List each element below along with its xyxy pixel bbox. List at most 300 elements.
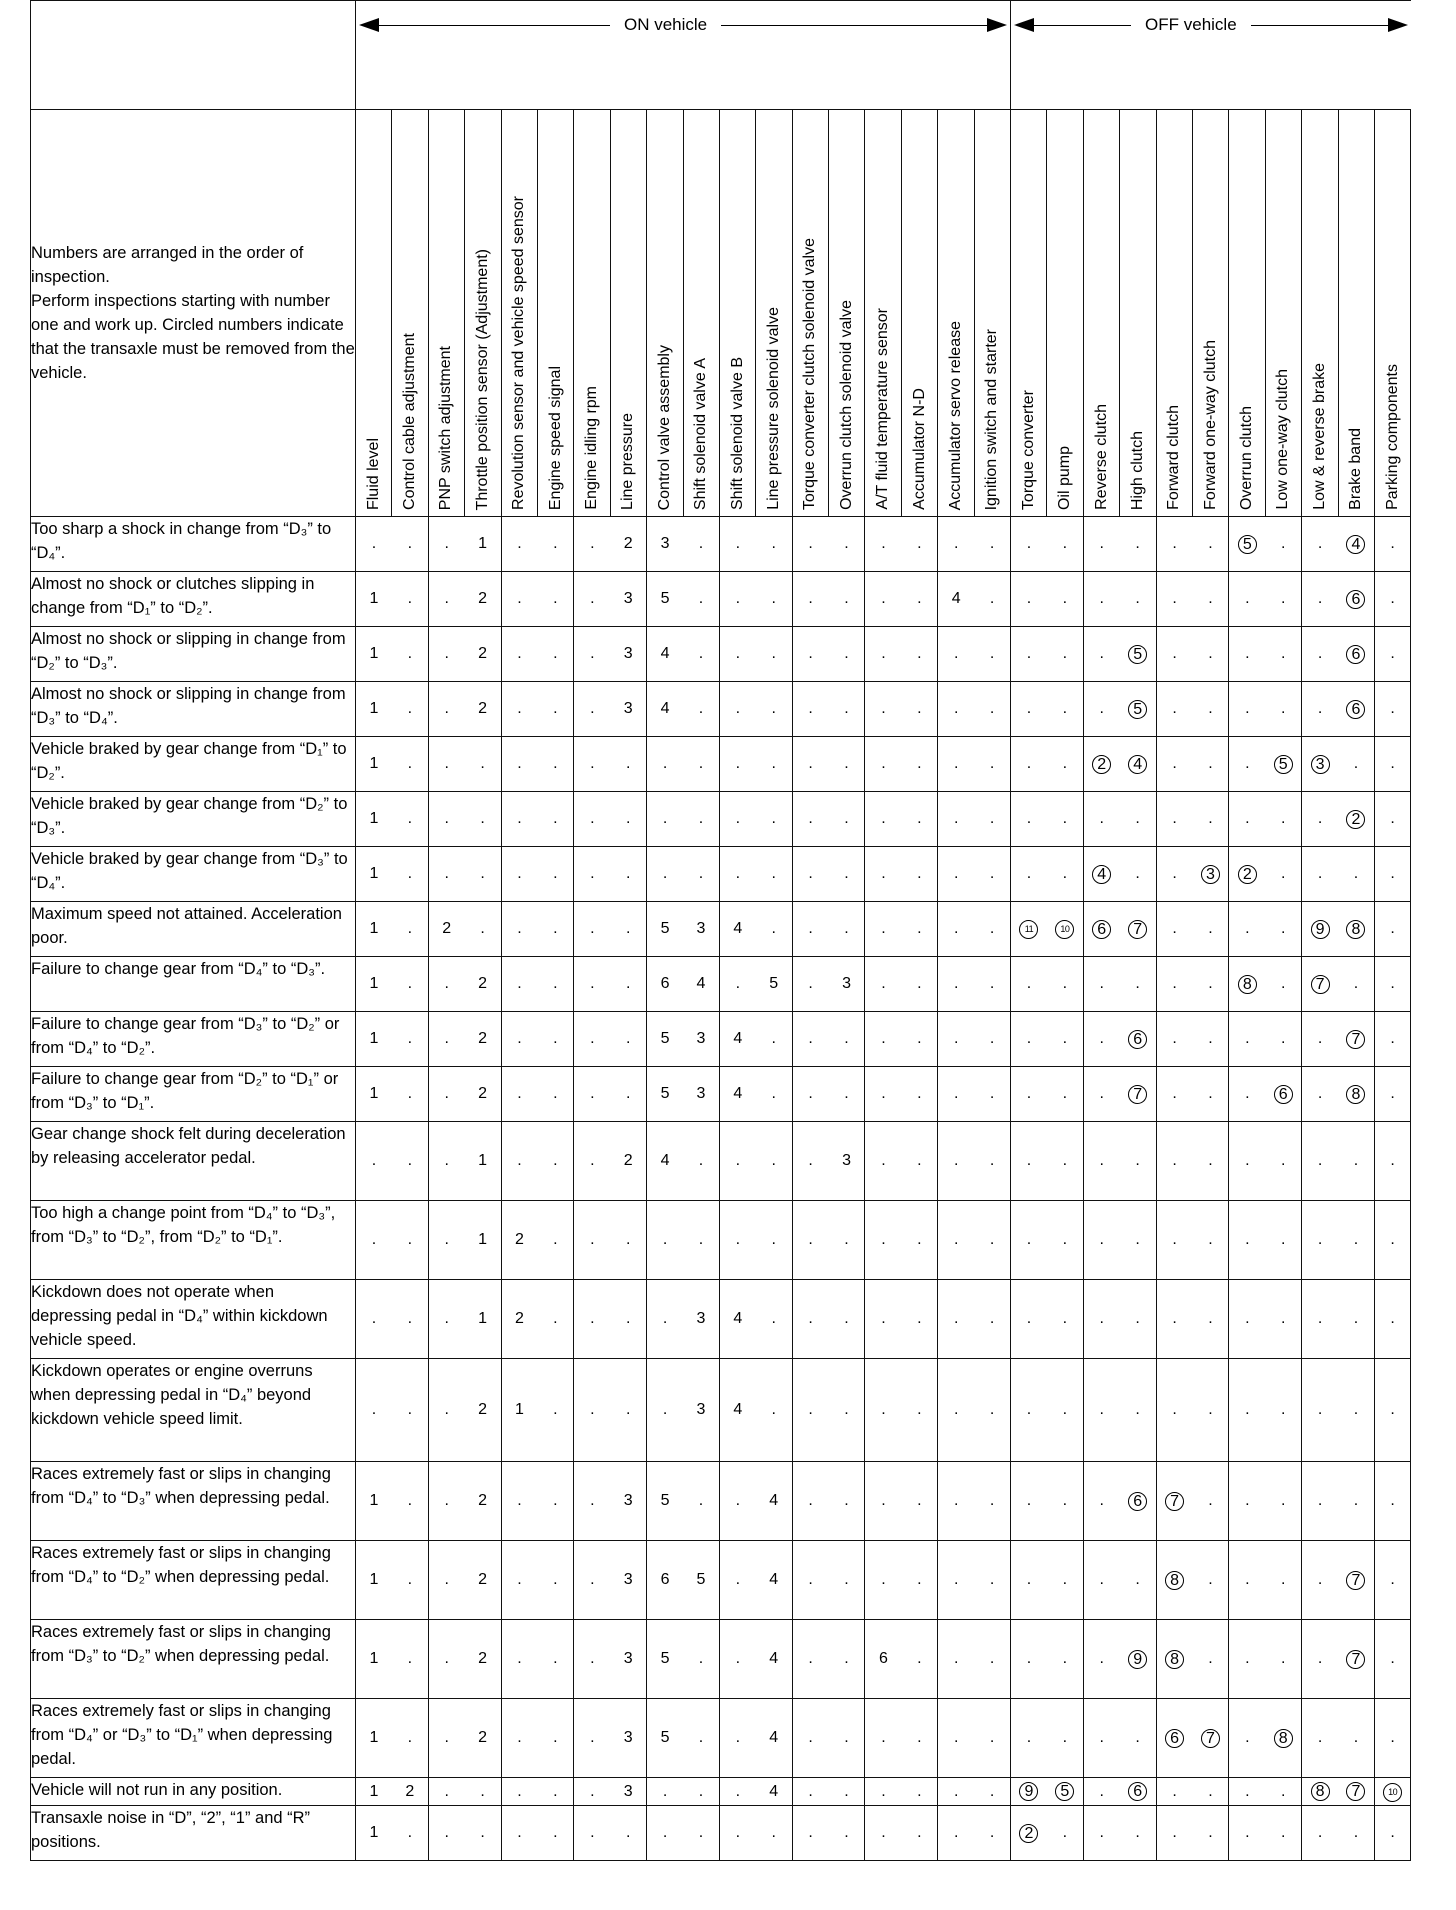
symbol-pair <box>938 865 1010 883</box>
symbol-slot <box>720 1152 756 1170</box>
dot-mark: . <box>625 1401 631 1418</box>
symbol-slot <box>793 590 829 608</box>
column-header <box>392 110 428 517</box>
symbol-slot <box>465 920 501 938</box>
symbol-cell <box>1302 682 1375 737</box>
dot-mark: . <box>1062 645 1068 662</box>
condition-text: Almost no shock or slipping in change from “D₃” to “D₄”. <box>31 685 346 727</box>
symbol-pair <box>793 645 865 663</box>
symbol-pair <box>1084 1782 1156 1801</box>
dot-mark: . <box>1317 535 1323 552</box>
symbol-pair <box>720 1401 792 1419</box>
dot-mark: . <box>1353 755 1359 772</box>
dot-mark: . <box>881 645 886 662</box>
condition-cell <box>31 847 356 902</box>
symbol-slot <box>1084 1152 1120 1170</box>
symbol-slot <box>610 1030 646 1048</box>
symbol-cell <box>647 1806 720 1861</box>
dot-mark: . <box>407 535 413 552</box>
dot-mark: . <box>590 1085 595 1102</box>
symbol-slot <box>1229 1650 1265 1668</box>
circled-number: 5 <box>1055 1782 1074 1801</box>
symbol-pair <box>574 1824 646 1842</box>
symbol-slot <box>1120 1310 1156 1328</box>
dot-mark: . <box>808 535 813 552</box>
symbol-slot <box>901 755 937 773</box>
symbol-cell <box>356 682 429 737</box>
symbol-slot <box>974 975 1010 993</box>
symbol-pair <box>574 975 646 993</box>
symbol-pair <box>938 1492 1010 1510</box>
symbol-cell <box>938 1012 1011 1067</box>
table-row <box>31 1778 1411 1806</box>
dot-mark: . <box>917 1401 922 1418</box>
symbol-cell <box>501 572 574 627</box>
symbol-slot <box>1338 1231 1374 1249</box>
condition-cell <box>31 1359 356 1462</box>
symbol-cell <box>574 1699 647 1778</box>
column-header-label: Oil pump <box>1056 445 1074 510</box>
symbol-cell <box>938 1201 1011 1280</box>
symbol-cell <box>428 902 501 957</box>
symbol-slot <box>793 645 829 663</box>
symbol-pair <box>865 1729 937 1747</box>
symbol-slot <box>502 700 538 718</box>
dot-mark: . <box>517 920 522 937</box>
symbol-cell <box>1011 847 1084 902</box>
symbol-pair <box>1157 755 1229 773</box>
symbol-slot <box>537 1152 573 1170</box>
symbol-slot <box>356 810 392 828</box>
symbol-slot <box>574 810 610 828</box>
symbol-slot <box>574 865 610 883</box>
symbol-slot <box>537 1492 573 1510</box>
symbol-cell <box>938 737 1011 792</box>
symbol-slot <box>829 590 865 608</box>
dot-mark: . <box>735 810 741 827</box>
symbol-slot <box>1302 1085 1338 1103</box>
circled-number: 8 <box>1346 920 1365 939</box>
dot-mark: . <box>1135 1729 1140 1746</box>
symbol-slot <box>574 645 610 663</box>
symbol-pair <box>793 1492 865 1510</box>
inspection-number: 1 <box>478 1231 488 1248</box>
symbol-slot <box>502 1729 538 1747</box>
dot-mark: . <box>590 1310 595 1327</box>
symbol-pair <box>720 590 792 608</box>
symbol-pair <box>1375 920 1410 938</box>
symbol-slot <box>1302 1824 1338 1842</box>
symbol-slot <box>720 1310 756 1328</box>
dot-mark: . <box>735 1571 741 1588</box>
condition-text: Almost no shock or slipping in change from “D₂” to “D₃”. <box>31 630 346 672</box>
dot-mark: . <box>590 1650 595 1667</box>
symbol-slot <box>1011 1782 1047 1801</box>
dot-mark: . <box>1280 535 1286 552</box>
symbol-slot <box>574 920 610 938</box>
symbol-pair <box>1011 755 1083 773</box>
condition-text: Kickdown operates or engine overruns when depressing pedal in “D₄” beyond kickdown vehicle speed limit. <box>31 1362 313 1428</box>
symbol-pair <box>793 700 865 718</box>
inspection-number: 1 <box>515 1401 524 1418</box>
symbol-slot <box>429 1650 465 1668</box>
symbol-cell <box>1011 1541 1084 1620</box>
symbol-pair <box>429 755 501 773</box>
symbol-cell <box>1229 902 1302 957</box>
symbol-slot <box>356 1571 392 1589</box>
dot-mark: . <box>844 755 849 772</box>
symbol-pair <box>356 1231 428 1249</box>
condition-cell <box>31 902 356 957</box>
symbol-pair <box>1229 1152 1301 1170</box>
symbol-cell <box>1011 1201 1084 1280</box>
symbol-pair <box>938 975 1010 993</box>
symbol-slot <box>429 590 465 608</box>
symbol-pair <box>793 1650 865 1668</box>
circled-number: 7 <box>1346 1030 1365 1049</box>
inspection-number: 4 <box>769 1729 779 1746</box>
dot-mark: . <box>1280 1401 1286 1418</box>
symbol-slot <box>974 1030 1010 1048</box>
dot-mark: . <box>371 1401 377 1418</box>
symbol-pair <box>938 1571 1010 1589</box>
symbol-slot <box>683 1030 719 1048</box>
symbol-pair <box>1157 535 1229 553</box>
symbol-pair <box>938 590 1010 608</box>
symbol-cell <box>356 1122 429 1201</box>
symbol-pair <box>574 590 646 608</box>
dot-mark: . <box>1245 1571 1250 1588</box>
symbol-cell <box>428 1462 501 1541</box>
symbol-slot <box>502 1401 538 1419</box>
symbol-slot <box>793 975 829 993</box>
symbol-slot <box>502 1492 538 1510</box>
symbol-cell <box>1011 902 1084 957</box>
symbol-slot <box>901 920 937 938</box>
circled-number: 8 <box>1165 1650 1184 1669</box>
symbol-cell <box>719 682 792 737</box>
symbol-slot <box>574 1085 610 1103</box>
symbol-slot <box>502 1571 538 1589</box>
symbol-slot <box>756 535 792 553</box>
symbol-slot <box>720 700 756 718</box>
symbol-pair <box>1302 1085 1374 1104</box>
symbol-pair <box>429 920 501 938</box>
circled-number: 7 <box>1128 920 1147 939</box>
symbol-slot <box>429 1085 465 1103</box>
symbol-slot <box>1157 920 1193 938</box>
condition-cell <box>31 1280 356 1359</box>
symbol-slot <box>1265 810 1301 828</box>
dot-mark: . <box>1353 1231 1359 1248</box>
dot-mark: . <box>590 1782 595 1800</box>
dot-mark: . <box>1135 1571 1140 1588</box>
symbol-slot <box>1375 1824 1410 1842</box>
off-vehicle-label: OFF vehicle <box>1131 15 1251 35</box>
dot-mark: . <box>917 1729 922 1746</box>
symbol-slot <box>610 1310 646 1328</box>
symbol-cell <box>1374 1620 1410 1699</box>
dot-mark: . <box>1062 975 1068 992</box>
dot-mark: . <box>808 755 813 772</box>
symbol-cell <box>719 737 792 792</box>
inspection-number: 3 <box>696 1085 706 1102</box>
symbol-slot <box>356 975 392 993</box>
symbol-slot <box>1302 865 1338 883</box>
symbol-slot <box>683 865 719 883</box>
inspection-number: 4 <box>769 1650 779 1667</box>
symbol-cell <box>1156 1359 1229 1462</box>
symbol-pair <box>938 700 1010 718</box>
condition-text: Transaxle noise in “D”, “2”, “1” and “R” positions. <box>31 1809 311 1851</box>
symbol-cell <box>1011 1462 1084 1541</box>
symbol-pair <box>720 700 792 718</box>
symbol-slot <box>647 1492 683 1510</box>
dot-mark: . <box>917 645 922 662</box>
column-header-label: Torque converter clutch solenoid valve <box>801 237 819 510</box>
symbol-cell <box>428 1067 501 1122</box>
symbol-slot <box>1265 1030 1301 1048</box>
symbol-pair <box>865 755 937 773</box>
table-row <box>31 1201 1411 1280</box>
symbol-slot <box>574 1783 610 1801</box>
dot-mark: . <box>1245 645 1250 662</box>
symbol-slot <box>647 1152 683 1170</box>
dot-mark: . <box>735 1152 741 1169</box>
dot-mark: . <box>662 1231 668 1248</box>
dot-mark: . <box>1135 590 1140 607</box>
symbol-pair <box>502 645 574 663</box>
symbol-slot <box>1302 535 1338 553</box>
symbol-cell <box>1302 1541 1375 1620</box>
symbol-cell <box>1156 517 1229 572</box>
dot-mark: . <box>1135 535 1140 552</box>
symbol-pair <box>1302 1571 1374 1590</box>
dot-mark: . <box>771 865 776 882</box>
dot-mark: . <box>444 810 449 827</box>
symbol-pair <box>574 1030 646 1048</box>
inspection-number: 4 <box>696 975 706 992</box>
dot-mark: . <box>1353 975 1359 992</box>
symbol-cell <box>356 1462 429 1541</box>
symbol-pair <box>502 975 574 993</box>
dot-mark: . <box>553 1571 558 1588</box>
inspection-number: 3 <box>623 590 633 607</box>
symbol-cell <box>1229 1067 1302 1122</box>
symbol-slot <box>938 1650 974 1668</box>
inspection-number: 1 <box>369 810 379 827</box>
condition-text: Too high a change point from “D₄” to “D₃”, from “D₃” to “D₂”, from “D₂” to “D₁”. <box>31 1204 336 1246</box>
dot-mark: . <box>917 1152 922 1169</box>
inspection-number: 3 <box>623 1492 633 1509</box>
symbol-cell <box>792 957 865 1012</box>
dot-mark: . <box>625 1824 631 1841</box>
symbol-slot <box>465 1492 501 1510</box>
symbol-cell <box>1374 572 1410 627</box>
symbol-cell <box>428 682 501 737</box>
symbol-slot <box>901 975 937 993</box>
symbol-slot <box>356 1085 392 1103</box>
symbol-cell <box>1011 517 1084 572</box>
symbol-slot <box>1302 810 1338 828</box>
symbol-slot <box>720 1492 756 1510</box>
dot-mark: . <box>1208 1782 1213 1800</box>
symbol-slot <box>1265 755 1301 774</box>
symbol-pair <box>502 1571 574 1589</box>
symbol-slot <box>793 755 829 773</box>
symbol-slot <box>647 1729 683 1747</box>
symbol-pair <box>1375 535 1410 553</box>
inspection-number: 1 <box>369 1782 379 1800</box>
symbol-slot <box>574 1650 610 1668</box>
column-header-label: Low & reverse brake <box>1310 363 1328 510</box>
inspection-number: 1 <box>369 1085 379 1102</box>
dot-mark: . <box>1280 1492 1286 1509</box>
symbol-slot <box>720 975 756 993</box>
dot-mark: . <box>1099 1571 1104 1588</box>
dot-mark: . <box>517 865 522 882</box>
dot-mark: . <box>881 700 886 717</box>
dot-mark: . <box>698 645 704 662</box>
symbol-slot <box>901 1030 937 1048</box>
symbol-slot <box>829 1783 865 1801</box>
symbol-slot <box>1302 1030 1338 1048</box>
dot-mark: . <box>735 975 741 992</box>
symbol-slot <box>1120 645 1156 664</box>
dot-mark: . <box>1062 1152 1068 1169</box>
dot-mark: . <box>444 1310 449 1327</box>
symbol-cell <box>792 1012 865 1067</box>
circled-number: 7 <box>1346 1782 1365 1801</box>
symbol-slot <box>429 645 465 663</box>
symbol-cell <box>574 957 647 1012</box>
dot-mark: . <box>590 1401 595 1418</box>
symbol-cell <box>356 1620 429 1699</box>
symbol-cell <box>428 792 501 847</box>
symbol-cell <box>574 1359 647 1462</box>
symbol-slot <box>1084 1085 1120 1103</box>
symbol-slot <box>938 1729 974 1747</box>
symbol-cell <box>428 847 501 902</box>
symbol-slot <box>356 920 392 938</box>
symbol-cell <box>938 517 1011 572</box>
symbol-slot <box>1192 1152 1228 1170</box>
symbol-slot <box>502 810 538 828</box>
condition-text: Vehicle braked by gear change from “D₃” to “D₄”. <box>31 850 348 892</box>
symbol-cell <box>1083 1012 1156 1067</box>
symbol-pair <box>1302 810 1374 829</box>
circled-number: 7 <box>1346 1571 1365 1590</box>
symbol-slot <box>392 535 428 553</box>
inspection-number: 2 <box>515 1310 524 1327</box>
symbol-slot <box>1192 700 1228 718</box>
dot-mark: . <box>989 865 995 882</box>
symbol-slot <box>938 700 974 718</box>
symbol-slot <box>356 1401 392 1419</box>
condition-text: Kickdown does not operate when depressing pedal in “D₄” within kickdown vehicle speed. <box>31 1283 328 1349</box>
symbol-pair <box>1302 1231 1374 1249</box>
column-header-label: Ignition switch and starter <box>983 328 1001 510</box>
symbol-pair <box>793 975 865 993</box>
symbol-slot <box>1265 1085 1301 1104</box>
symbol-slot <box>647 645 683 663</box>
dot-mark: . <box>953 1231 959 1248</box>
symbol-slot <box>502 1310 538 1328</box>
symbol-slot <box>356 590 392 608</box>
symbol-slot <box>356 645 392 663</box>
dot-mark: . <box>1062 700 1068 717</box>
symbol-slot <box>1375 1030 1410 1048</box>
inspection-number: 1 <box>369 1030 379 1047</box>
symbol-slot <box>502 1231 538 1249</box>
dot-mark: . <box>444 700 449 717</box>
dot-mark: . <box>844 1729 849 1746</box>
dot-mark: . <box>1390 1030 1395 1047</box>
symbol-slot <box>1302 1729 1338 1747</box>
symbol-cell <box>1229 1462 1302 1541</box>
symbol-slot <box>574 590 610 608</box>
inspection-number: 4 <box>769 1571 779 1588</box>
symbol-pair <box>1229 1783 1301 1801</box>
symbol-cell <box>1302 1806 1375 1861</box>
dot-mark: . <box>1245 700 1250 717</box>
dot-mark: . <box>1172 755 1177 772</box>
symbol-slot <box>1011 919 1047 939</box>
symbol-slot <box>793 700 829 718</box>
dot-mark: . <box>1062 1030 1068 1047</box>
symbol-slot <box>756 590 792 608</box>
dot-mark: . <box>881 590 886 607</box>
symbol-cell <box>1302 902 1375 957</box>
dot-mark: . <box>590 1729 595 1746</box>
symbol-pair <box>1011 1085 1083 1103</box>
symbol-cell <box>1156 1806 1229 1861</box>
symbol-slot <box>683 975 719 993</box>
dot-mark: . <box>553 975 558 992</box>
symbol-slot <box>429 535 465 553</box>
symbol-slot <box>756 1310 792 1328</box>
dot-mark: . <box>771 1310 776 1327</box>
symbol-cell <box>1302 957 1375 1012</box>
inspection-number: 3 <box>842 1152 851 1169</box>
symbol-cell <box>574 792 647 847</box>
symbol-pair <box>938 1085 1010 1103</box>
symbol-slot <box>502 1152 538 1170</box>
symbol-slot <box>1375 755 1410 773</box>
symbol-slot <box>647 920 683 938</box>
symbol-slot <box>1120 1231 1156 1249</box>
symbol-pair <box>865 1152 937 1170</box>
symbol-slot <box>1047 1824 1083 1842</box>
symbol-slot <box>974 1310 1010 1328</box>
symbol-slot <box>429 1824 465 1842</box>
symbol-slot <box>537 810 573 828</box>
symbol-pair <box>574 1401 646 1419</box>
dot-mark: . <box>917 920 922 937</box>
symbol-cell <box>356 1778 429 1806</box>
dot-mark: . <box>1245 920 1250 937</box>
symbol-cell <box>501 1359 574 1462</box>
symbol-cell <box>356 1280 429 1359</box>
symbol-slot <box>1084 1310 1120 1328</box>
symbol-slot <box>537 1310 573 1328</box>
table-row <box>31 737 1411 792</box>
circled-number: 7 <box>1128 1085 1147 1104</box>
dot-mark: . <box>553 865 558 882</box>
dot-mark: . <box>989 1571 995 1588</box>
symbol-pair <box>1302 590 1374 609</box>
symbol-slot <box>1265 1783 1301 1801</box>
